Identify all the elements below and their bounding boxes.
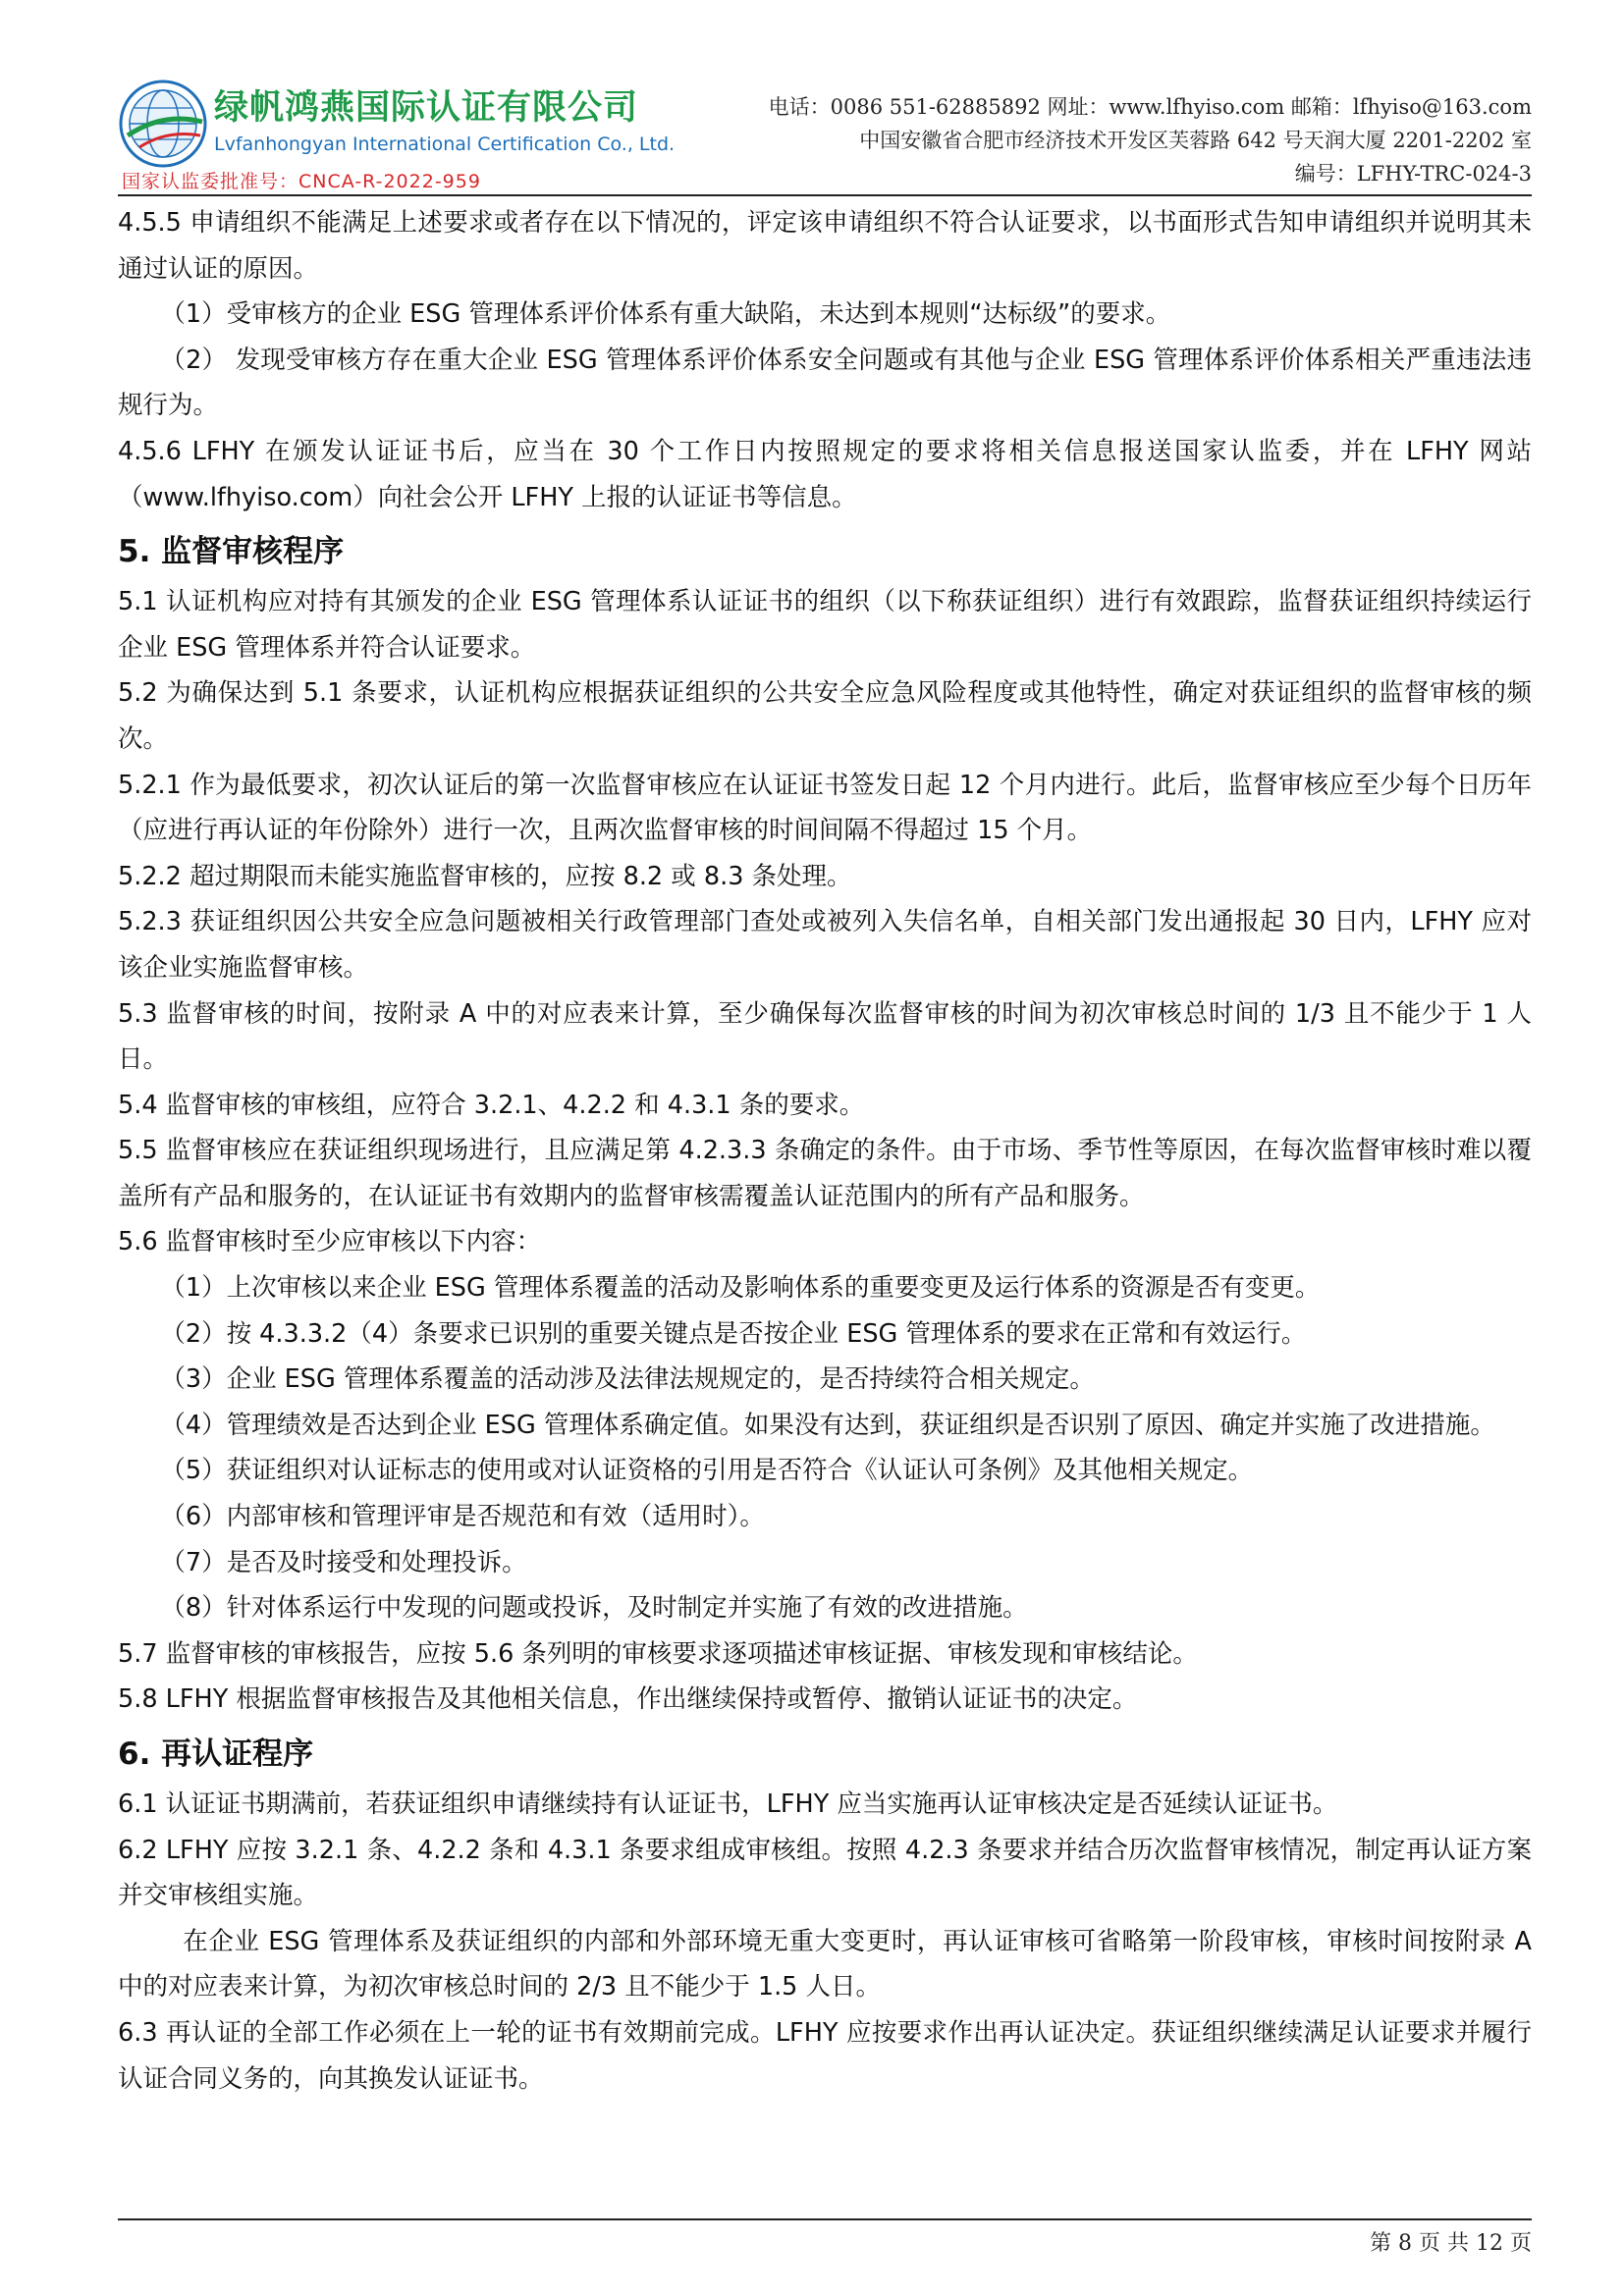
document-code: 编号：LFHY-TRC-024-3 [1294, 162, 1532, 186]
clause-5-6-item: （4）管理绩效是否达到企业 ESG 管理体系确定值。如果没有达到，获证组织是否识别了原因、确定并实施了改进措施。 [160, 1410, 1495, 1440]
contact-block [769, 90, 1532, 190]
clause-5-5: 5.5 监督审核应在获证组织现场进行，且应满足第 4.2.3.3 条确定的条件。由于市场、季节性等原因，在每次监督审核时难以覆盖所有产品和服务的，在认证证书有效期内的监督审核需覆盖认证范围内的所有产品和服务。 [118, 1136, 1532, 1211]
clause-6-3: 6.3 再认证的全部工作必须在上一轮的证书有效期前完成。LFHY 应按要求作出再认证决定。获证组织继续满足认证要求并履行认证合同义务的，向其换发认证证书。 [118, 2017, 1532, 2094]
clause-4-5-5-item-1: （1）受审核方的企业 ESG 管理体系评价体系有重大缺陷，未达到本规则“达标级”的要求。 [160, 299, 1171, 330]
company-name-en: Lvfanhongyan International Certification Co., Ltd. [214, 133, 676, 155]
document-body [118, 200, 1532, 2102]
clause-5-1: 5.1 认证机构应对持有其颁发的企业 ESG 管理体系认证证书的组织（以下称获证组织）进行有效跟踪，监督获证组织持续运行企业 ESG 管理体系并符合认证要求。 [118, 587, 1532, 663]
clause-5-6-item: （8）针对体系运行中发现的问题或投诉，及时制定并实施了有效的改进措施。 [160, 1593, 1028, 1624]
clause-5-6-item: （7）是否及时接受和处理投诉。 [160, 1547, 527, 1577]
clause-5-6-item: （2）按 4.3.3.2（4）条要求已识别的重要关键点是否按企业 ESG 管理体系的要求在正常和有效运行。 [160, 1318, 1307, 1349]
clause-6-2-paragraph: 在企业 ESG 管理体系及获证组织的内部和外部环境无重大变更时，再认证审核可省略第一阶段审核，审核时间按附录 A 中的对应表来计算，为初次审核总时间的 2/3 且不能少于 1.5 人日。 [118, 1926, 1532, 2002]
section-heading-6: 6. 再认证程序 [118, 1736, 314, 1772]
clause-5-2-1: 5.2.1 作为最低要求，初次认证后的第一次监督审核应在认证证书签发日起 12 个月内进行。此后，监督审核应至少每个日历年（应进行再认证的年份除外）进行一次，且两次监督审核的时间间隔不得超过 15 个月。 [118, 770, 1532, 846]
section-heading-5: 5. 监督审核程序 [118, 534, 345, 570]
footer-divider [118, 2218, 1532, 2220]
company-logo [118, 69, 746, 194]
clause-5-8: 5.8 LFHY 根据监督审核报告及其他相关信息，作出继续保持或暂停、撤销认证证书的决定。 [118, 1684, 1138, 1715]
approval-number: 国家认监委批准号：CNCA-R-2022-959 [122, 171, 481, 192]
header-divider [118, 194, 1532, 196]
clause-5-2-2: 5.2.2 超过期限而未能实施监督审核的，应按 8.2 或 8.3 条处理。 [118, 861, 852, 891]
page-header [118, 69, 1532, 194]
page-number: 第 8 页 共 12 页 [1370, 2231, 1532, 2256]
clause-5-3: 5.3 监督审核的时间，按附录 A 中的对应表来计算，至少确保每次监督审核的时间为初次审核总时间的 1/3 且不能少于 1 人日。 [118, 998, 1532, 1075]
company-name-cn: 绿帆鸿燕国际认证有限公司 [214, 88, 639, 128]
clause-5-2-3: 5.2.3 获证组织因公共安全应急问题被相关行政管理部门查处或被列入失信名单，自相关部门发出通报起 30 日内，LFHY 应对该企业实施监督审核。 [118, 907, 1532, 983]
clause-5-6: 5.6 监督审核时至少应审核以下内容： [118, 1227, 542, 1257]
clause-5-6-item: （5）获证组织对认证标志的使用或对认证资格的引用是否符合《认证认可条例》及其他相关规定。 [160, 1456, 1254, 1486]
clause-5-6-item: （1）上次审核以来企业 ESG 管理体系覆盖的活动及影响体系的重要变更及运行体系的资源是否有变更。 [160, 1273, 1321, 1304]
clause-5-6-item: （3）企业 ESG 管理体系覆盖的活动涉及法律法规规定的，是否持续符合相关规定。 [160, 1364, 1095, 1395]
clause-4-5-6: 4.5.6 LFHY 在颁发认证证书后，应当在 30 个工作日内按照规定的要求将相关信息报送国家认监委，并在 LFHY 网站（www.lfhyiso.com）向社会公开 LFHY 上报的认证证书等信息。 [118, 436, 1532, 512]
contact-line-address: 中国安徽省合肥市经济技术开发区芙蓉路 642 号天润大厦 2201-2202 室 [859, 129, 1532, 152]
clause-4-5-5-item-2: （2） 发现受审核方存在重大企业 ESG 管理体系评价体系安全问题或有其他与企业 ESG 管理体系评价体系相关严重违法违规行为。 [118, 345, 1532, 421]
globe-logo-icon [118, 79, 208, 169]
clause-5-7: 5.7 监督审核的审核报告，应按 5.6 条列明的审核要求逐项描述审核证据、审核发现和审核结论。 [118, 1638, 1198, 1669]
clause-6-2: 6.2 LFHY 应按 3.2.1 条、4.2.2 条和 4.3.1 条要求组成审核组。按照 4.2.3 条要求并结合历次监督审核情况，制定再认证方案并交审核组实施。 [118, 1835, 1532, 1911]
clause-5-6-item: （6）内部审核和管理评审是否规范和有效（适用时）。 [160, 1502, 765, 1532]
clause-4-5-5: 4.5.5 申请组织不能满足上述要求或者存在以下情况的，评定该申请组织不符合认证要求，以书面形式告知申请组织并说明其未通过认证的原因。 [118, 208, 1532, 284]
clause-6-1: 6.1 认证证书期满前，若获证组织申请继续持有认证证书，LFHY 应当实施再认证审核决定是否延续认证证书。 [118, 1789, 1338, 1819]
clause-5-4: 5.4 监督审核的审核组，应符合 3.2.1、4.2.2 和 4.3.1 条的要求。 [118, 1090, 865, 1120]
contact-line-phone-web-email: 电话：0086 551-62885892 网址：www.lfhyiso.com 邮箱：lfhyiso@163.com [768, 95, 1532, 119]
clause-5-2: 5.2 为确保达到 5.1 条要求，认证机构应根据获证组织的公共安全应急风险程度或其他特性，确定对获证组织的监督审核的频次。 [118, 678, 1532, 754]
